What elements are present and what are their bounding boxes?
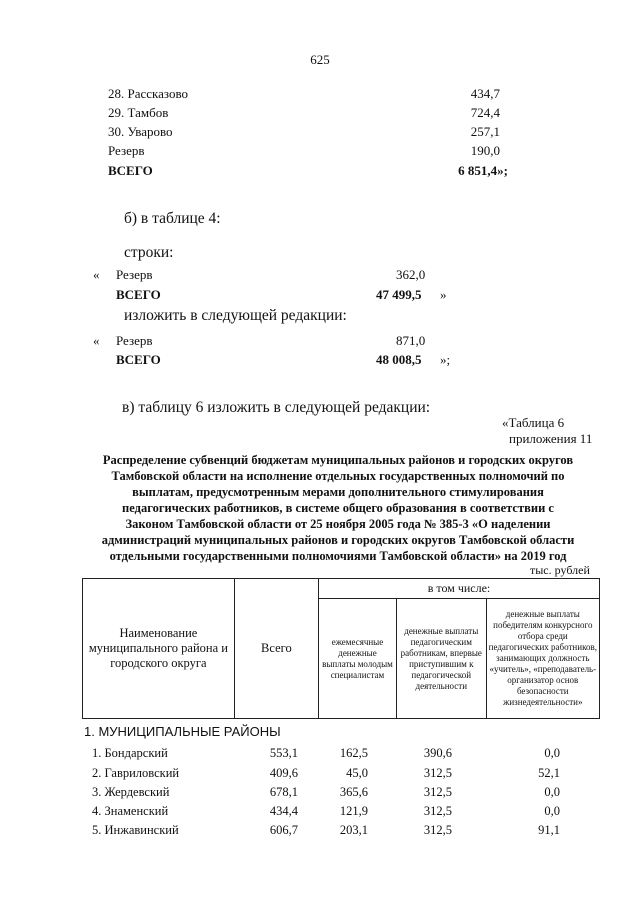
table-row: [108, 124, 508, 142]
reserve-value: 362,0: [396, 267, 426, 282]
contest-winners-cell: 0,0: [544, 804, 560, 818]
total-value: 6 851,4»;: [458, 163, 508, 178]
table-heading: [88, 452, 588, 564]
district-name: 4. Знаменский: [92, 804, 169, 818]
first-time-teachers-cell: 312,5: [423, 766, 452, 780]
contest-winners-cell: 0,0: [544, 785, 560, 799]
section-label: 1. МУНИЦИПАЛЬНЫЕ РАЙОНЫ: [84, 724, 281, 739]
heading-line: педагогических работников, в системе общего образования в соответствии с: [122, 501, 554, 515]
table-row: [82, 823, 600, 841]
young-specialists-cell: 365,6: [339, 785, 368, 799]
reserve-label: Резерв: [116, 333, 153, 348]
young-specialists-cell: 45,0: [346, 766, 368, 780]
contest-winners-cell: 91,1: [538, 823, 560, 837]
sub-header-2: денежные выплаты педагогическим работникам, впервые приступившим к педагогической деятельности: [396, 599, 486, 719]
sub-header-3: денежные выплаты победителям конкурсного отбора среди педагогических работников, занимающих должность «учитель», «преподаватель-организатор основ безопасности жизнедеятельности»: [486, 599, 599, 719]
subsection-c: в) таблицу 6 изложить в следующей редакции:: [122, 399, 431, 416]
reserve-value: 871,0: [396, 333, 426, 348]
contest-winners-cell: 52,1: [538, 766, 560, 780]
total-cell: 553,1: [269, 746, 298, 760]
total-cell: 606,7: [269, 823, 298, 837]
heading-line: Распределение субвенций бюджетам муниципальных районов и городских округов: [102, 453, 574, 467]
total-value: 47 499,5: [376, 287, 422, 302]
table-row: [108, 105, 508, 123]
row-name: 28. Рассказово: [108, 86, 189, 101]
row-name: 30. Уварово: [108, 124, 173, 139]
open-quote: «: [93, 333, 100, 348]
heading-line: выплатам, предусмотренным мерами дополнительного стимулирования: [132, 485, 544, 499]
row-value: 190,0: [470, 143, 500, 158]
total-cell: 434,4: [269, 804, 298, 818]
table-row: [82, 766, 600, 784]
heading-line: Тамбовской области на исполнение отдельных государственных полномочий по: [111, 469, 565, 483]
table-row: [82, 746, 600, 764]
total-value: 48 008,5: [376, 352, 422, 367]
row-name: 29. Тамбов: [108, 105, 169, 120]
group-header: в том числе:: [319, 579, 600, 599]
row-value: 257,1: [470, 124, 500, 139]
table-reference: «Таблица 6: [502, 415, 565, 430]
total-cell: 678,1: [269, 785, 298, 799]
appendix-reference: приложения 11: [509, 431, 593, 446]
sub-header-1: ежемесячные денежные выплаты молодым специалистам: [319, 599, 397, 719]
heading-line: Законом Тамбовской области от 25 ноября 2005 года № 385-3 «О наделении: [125, 517, 551, 531]
first-time-teachers-cell: 312,5: [423, 785, 452, 799]
open-quote: «: [93, 267, 100, 282]
subsection-b: б) в таблице 4:: [124, 210, 221, 227]
total-label: ВСЕГО: [116, 352, 161, 367]
young-specialists-cell: 121,9: [339, 804, 368, 818]
table-row: [108, 86, 508, 104]
total-cell: 409,6: [269, 766, 298, 780]
table-row: [82, 785, 600, 803]
row-value: 434,7: [470, 86, 500, 101]
heading-line: администраций муниципальных районов и городских округов Тамбовской области: [101, 533, 575, 547]
restate-label: изложить в следующей редакции:: [124, 307, 347, 324]
table-row: [108, 143, 508, 161]
reserve-label: Резерв: [116, 267, 153, 282]
total-label: ВСЕГО: [108, 163, 153, 178]
unit-label: тыс. рублей: [530, 563, 590, 577]
rows-label: строки:: [124, 244, 174, 261]
first-time-teachers-cell: 312,5: [423, 804, 452, 818]
close-quote: »;: [440, 352, 451, 367]
col-name-header: Наименование муниципального района и городского округа: [83, 579, 235, 719]
heading-line: отдельными государственными полномочиями Тамбовской области» на 2019 год: [109, 549, 567, 563]
total-row: [108, 163, 508, 181]
col-total-header: Всего: [234, 579, 318, 719]
close-quote: »: [440, 287, 447, 302]
total-label: ВСЕГО: [116, 287, 161, 302]
row-value: 724,4: [470, 105, 500, 120]
distribution-table-header: [82, 578, 600, 719]
first-time-teachers-cell: 312,5: [423, 823, 452, 837]
district-name: 1. Бондарский: [92, 746, 168, 760]
table-row: [82, 804, 600, 822]
district-name: 3. Жердевский: [92, 785, 170, 799]
district-name: 5. Инжавинский: [92, 823, 179, 837]
first-time-teachers-cell: 390,6: [423, 746, 452, 760]
district-name: 2. Гавриловский: [92, 766, 180, 780]
young-specialists-cell: 203,1: [339, 823, 368, 837]
young-specialists-cell: 162,5: [339, 746, 368, 760]
page-number: 625: [310, 52, 330, 67]
contest-winners-cell: 0,0: [544, 746, 560, 760]
row-name: Резерв: [108, 143, 145, 158]
